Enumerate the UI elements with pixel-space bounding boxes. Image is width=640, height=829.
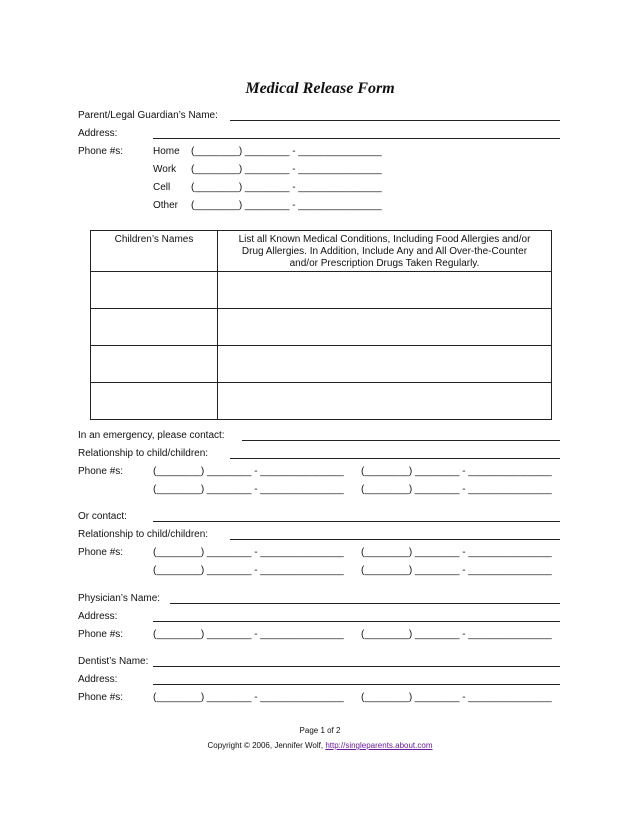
conditions-cell[interactable] <box>218 309 552 346</box>
dentist-phone-1[interactable]: (________) ________ - _______________ <box>153 692 344 703</box>
physician-name-field[interactable] <box>170 593 560 604</box>
physician-phone-1[interactable]: (________) ________ - _______________ <box>153 629 344 640</box>
physician-phone-label: Phone #s: <box>78 629 124 640</box>
physician-address-field[interactable] <box>153 611 560 622</box>
emergency-phone-2[interactable]: (________) ________ - _______________ <box>361 466 552 477</box>
dentist-phone-2[interactable]: (________) ________ - _______________ <box>361 692 552 703</box>
guardian-address-label: Address: <box>78 128 118 139</box>
emergency-phone-4[interactable]: (________) ________ - _______________ <box>361 484 552 495</box>
alternate-contact-field[interactable] <box>153 511 560 522</box>
table-row <box>91 309 552 346</box>
emergency-phone-3[interactable]: (________) ________ - _______________ <box>153 484 344 495</box>
child-name-cell[interactable] <box>91 309 218 346</box>
phone-type-other: Other <box>153 200 179 211</box>
dentist-address-label: Address: <box>78 674 118 685</box>
child-name-cell[interactable] <box>91 383 218 420</box>
emergency-relationship-field[interactable] <box>230 448 560 459</box>
alternate-relationship-label: Relationship to child/children: <box>78 529 209 540</box>
conditions-cell[interactable] <box>218 346 552 383</box>
physician-address-label: Address: <box>78 611 118 622</box>
phone-field-home[interactable]: (________) ________ - _______________ <box>191 146 382 157</box>
phone-field-other[interactable]: (________) ________ - _______________ <box>191 200 382 211</box>
children-medical-table <box>90 230 552 420</box>
phone-field-work[interactable]: (________) ________ - _______________ <box>191 164 382 175</box>
dentist-address-field[interactable] <box>153 674 560 685</box>
copyright-line <box>0 741 640 750</box>
emergency-phone-1[interactable]: (________) ________ - _______________ <box>153 466 344 477</box>
alternate-phone-2[interactable]: (________) ________ - _______________ <box>361 547 552 558</box>
conditions-cell[interactable] <box>218 383 552 420</box>
table-row <box>91 346 552 383</box>
source-link[interactable]: http://singleparents.about.com <box>325 741 433 750</box>
page-number: Page 1 of 2 <box>299 726 341 735</box>
emergency-relationship-label: Relationship to child/children: <box>78 448 209 459</box>
guardian-phone-label: Phone #s: <box>78 146 124 157</box>
table-row <box>91 383 552 420</box>
child-name-cell[interactable] <box>91 346 218 383</box>
medical-conditions-header-text: List all Known Medical Conditions, Including Food Allergies and/or Drug Allergies. In Addition, Include Any and All Over-the-Counter and/or Prescription Drugs Taken Regularly. <box>238 234 531 269</box>
table-row <box>91 272 552 309</box>
emergency-phone-label: Phone #s: <box>78 466 124 477</box>
alternate-phone-label: Phone #s: <box>78 547 124 558</box>
alternate-relationship-field[interactable] <box>230 529 560 540</box>
alternate-phone-3[interactable]: (________) ________ - _______________ <box>153 565 344 576</box>
emergency-contact-field[interactable] <box>242 430 560 441</box>
phone-type-cell: Cell <box>153 182 171 193</box>
phone-field-cell[interactable]: (________) ________ - _______________ <box>191 182 382 193</box>
dentist-name-label: Dentist’s Name: <box>78 656 149 667</box>
child-name-cell[interactable] <box>91 272 218 309</box>
alternate-phone-4[interactable]: (________) ________ - _______________ <box>361 565 552 576</box>
form-title: Medical Release Form <box>245 80 395 97</box>
phone-type-work: Work <box>153 164 177 175</box>
dentist-phone-label: Phone #s: <box>78 692 124 703</box>
children-names-header: Children’s Names <box>91 231 218 272</box>
alternate-contact-label: Or contact: <box>78 511 127 522</box>
guardian-name-field[interactable] <box>230 110 560 121</box>
physician-name-label: Physician’s Name: <box>78 593 161 604</box>
copyright-text: Copyright © 2006, Jennifer Wolf, <box>207 741 326 750</box>
emergency-contact-label: In an emergency, please contact: <box>78 430 225 441</box>
medical-conditions-header <box>218 231 552 272</box>
guardian-name-label: Parent/Legal Guardian’s Name: <box>78 110 218 121</box>
physician-phone-2[interactable]: (________) ________ - _______________ <box>361 629 552 640</box>
guardian-address-field[interactable] <box>153 128 560 139</box>
dentist-name-field[interactable] <box>153 656 560 667</box>
phone-type-home: Home <box>153 146 180 157</box>
conditions-cell[interactable] <box>218 272 552 309</box>
alternate-phone-1[interactable]: (________) ________ - _______________ <box>153 547 344 558</box>
